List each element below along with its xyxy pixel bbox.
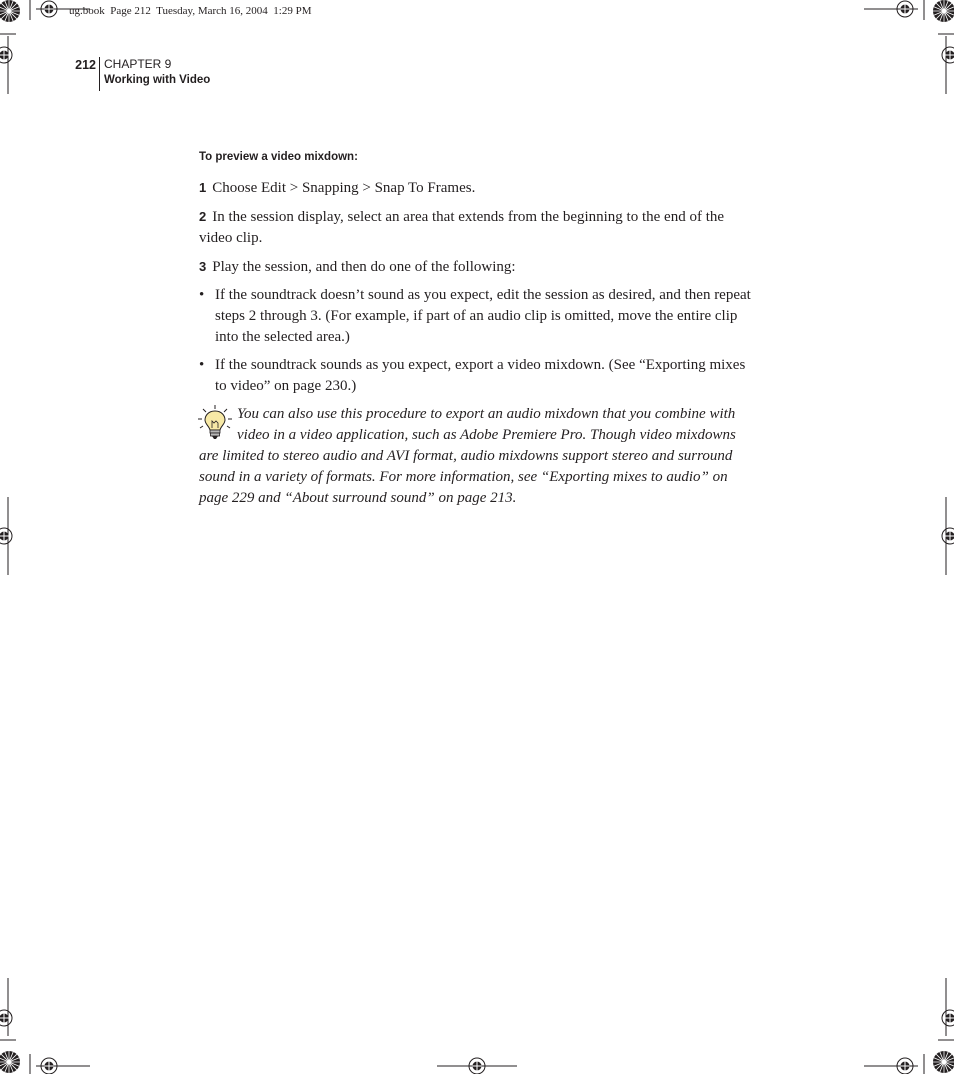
bullet-text: If the soundtrack sounds as you expect, export a video mixdown. (See “Exporting mixes to video” on page 230.) bbox=[215, 357, 746, 394]
step-number: 2 bbox=[199, 209, 207, 224]
step-2 bbox=[199, 206, 755, 249]
bullet-mark: • bbox=[199, 287, 205, 303]
step-3 bbox=[199, 256, 755, 278]
chapter-title: Working with Video bbox=[104, 74, 211, 86]
header-divider bbox=[99, 57, 100, 91]
step-text: Choose Edit > Snapping > Snap To Frames. bbox=[212, 180, 476, 196]
bullet-text: If the soundtrack doesn’t sound as you expect, edit the session as desired, and then repeat steps 2 through 3. (For example, if part of an audio clip is omitted, move the entire clip into the selected area.) bbox=[215, 287, 751, 345]
chapter-label: CHAPTER 9 bbox=[104, 57, 172, 71]
lightbulb-icon bbox=[197, 404, 233, 442]
step-number: 3 bbox=[199, 259, 207, 274]
page-number: 212 bbox=[75, 58, 96, 72]
procedure-title: To preview a video mixdown: bbox=[199, 151, 358, 163]
bullet-item bbox=[199, 285, 755, 348]
bullet-mark: • bbox=[199, 357, 205, 373]
tip-note bbox=[199, 404, 755, 509]
bullet-item bbox=[199, 355, 755, 397]
step-text: In the session display, select an area that extends from the beginning to the end of the video clip. bbox=[199, 209, 725, 246]
step-text: Play the session, and then do one of the following: bbox=[212, 259, 516, 275]
main-content bbox=[199, 148, 755, 509]
step-1 bbox=[199, 177, 755, 199]
step-number: 1 bbox=[199, 180, 207, 195]
print-slug: ug.book Page 212 Tuesday, March 16, 2004 1:29 PM bbox=[69, 5, 312, 17]
tip-text: You can also use this procedure to export an audio mixdown that you combine with video in a video application, such as Adobe Premiere Pro. Though video mixdowns are limited to stereo audio and AVI format, audio mixdowns support stereo and surround sound in a variety of formats. For more information, see “Exporting mixes to audio” on page 229 and “About surround sound” on page 213. bbox=[199, 406, 736, 506]
